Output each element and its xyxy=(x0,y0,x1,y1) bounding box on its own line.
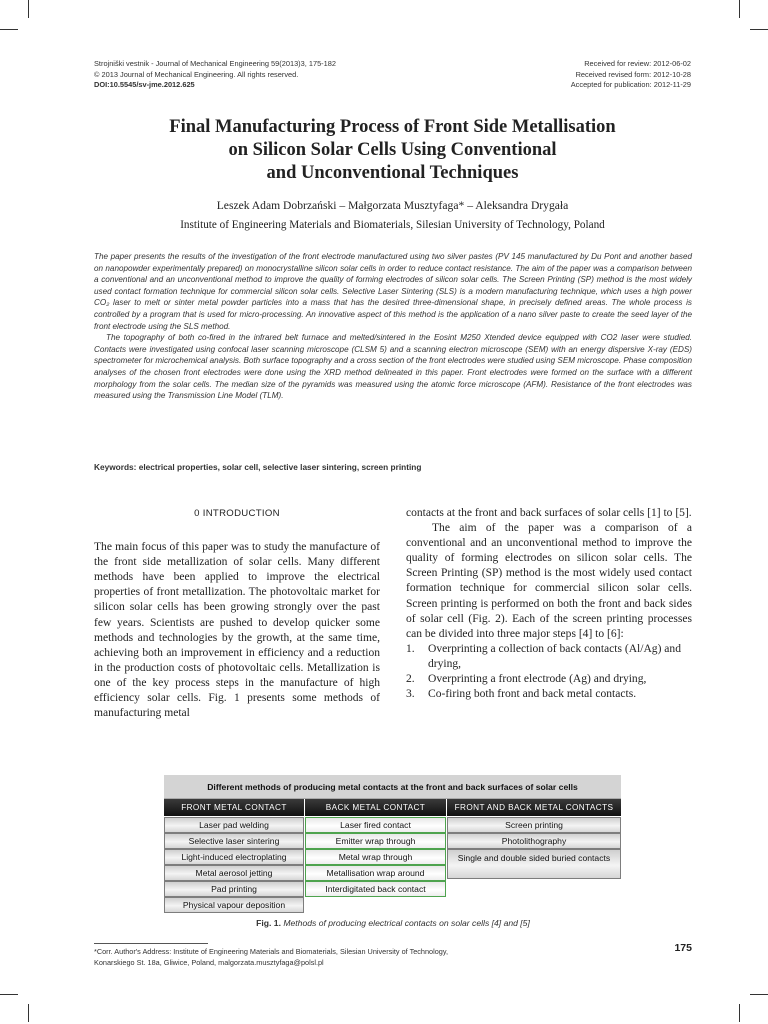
corresponding-author-footnote xyxy=(94,946,514,969)
doi: DOI:10.5545/sv-jme.2012.625 xyxy=(94,80,195,89)
page-number: 175 xyxy=(674,942,692,954)
journal-header xyxy=(94,59,336,91)
crop-mark xyxy=(739,0,740,18)
affiliation: Institute of Engineering Materials and Biomaterials, Silesian University of Technology, Poland xyxy=(180,219,605,231)
accepted-date: Accepted for publication: 2012-11-29 xyxy=(570,80,691,89)
front-method-cell: Selective laser sintering xyxy=(164,833,304,849)
body-paragraph: The main focus of this paper was to study the manufacture of the front side metallization of solar cells. Many different methods have been applied to improve the electrical properties of front metallization. The photovoltaic market for silicon solar cells has been growing strongly over the past few years. Scientists are pushed to develop quicker some methods and technologies by the growth, at the same time, achieving both an improvement in efficiency and a reduction in the production costs of photovoltaic cells. Metallization is one of the key process steps in the manufacture of high efficiency solar cells. Fig. 1 presents some methods of manufacturing metal xyxy=(94,541,380,720)
back-method-cell: Emitter wrap through xyxy=(305,833,446,849)
footnote-rule xyxy=(94,943,208,944)
both-method-cell: Screen printing xyxy=(447,817,621,833)
list-number: 3. xyxy=(406,688,415,701)
figure-title: Different methods of producing metal contacts at the front and back surfaces of solar cells xyxy=(164,775,621,799)
abstract xyxy=(94,251,692,402)
steps-list xyxy=(406,642,692,702)
left-column xyxy=(94,506,380,721)
front-method-cell: Pad printing xyxy=(164,881,304,897)
body-paragraph: The aim of the paper was a comparison of a conventional and an unconventional method to improve the quality of forming electrodes on silicon solar cells. The Screen Printing (SP) method is the most widely used contact formation technique for commercial silicon solar cells. Screen printing is performed on both the front and back sides of solar cell (Fig. 2). Each of the screen printing processes can be divided into three major steps [4] to [6]: xyxy=(406,522,692,640)
figure-1-diagram xyxy=(164,775,621,914)
paper-title xyxy=(94,116,691,185)
abstract-paragraph: The topography of both co-fired in the infrared belt furnace and melted/sintered in the Eosint M250 Xtended device equipped with CO2 laser were studied. Contacts were investigated using confocal laser scanning microscope (CLSM 5) and a scanning electron microscope (SEM) with an energy dispersive X-ray (EDS) spectrometer for microchemical analysis. Both surface topography and a cross section of the front electrodes were studied using SEM microscope. Phase composition analyses of the chosen front electrodes were done using the XRD method delineated in this paper. Front electrodes were formed on the surface with a different morphology from the solar cells. The median size of the pyramids was measured using the atomic force microscope (AFM). Resistance of the front electrodes was measured using the Transmission Line Model (TLM). xyxy=(94,333,692,401)
crop-mark xyxy=(28,0,29,18)
front-method-cell: Physical vapour deposition xyxy=(164,897,304,913)
back-method-cell: Metallisation wrap around xyxy=(305,865,446,881)
list-number: 1. xyxy=(406,642,415,655)
crop-mark xyxy=(28,1004,29,1022)
crop-mark xyxy=(739,1004,740,1022)
figure-caption xyxy=(94,918,692,928)
front-contact-header: FRONT METAL CONTACT xyxy=(164,799,304,816)
received-review: Received for review: 2012-06-02 xyxy=(584,59,691,68)
dates-header xyxy=(571,59,691,91)
caption-text: Methods of producing electrical contacts on solar cells [4] and [5] xyxy=(283,918,530,928)
crop-mark xyxy=(0,994,18,995)
copyright-line: © 2013 Journal of Mechanical Engineering. All rights reserved. xyxy=(94,69,299,79)
body-paragraph: contacts at the front and back surfaces of solar cells [1] to [5]. xyxy=(406,507,692,519)
both-contacts-header: FRONT AND BACK METAL CONTACTS xyxy=(447,799,621,816)
back-contact-header: BACK METAL CONTACT xyxy=(305,799,446,816)
list-item xyxy=(406,672,692,687)
front-method-cell: Metal aerosol jetting xyxy=(164,865,304,881)
title-line: on Silicon Solar Cells Using Conventional xyxy=(228,140,557,160)
list-text: Overprinting a front electrode (Ag) and drying, xyxy=(428,673,647,686)
crop-mark xyxy=(750,994,768,995)
both-method-cell: Single and double sided buried contacts xyxy=(447,849,621,879)
front-method-cell: Light-induced electroplating xyxy=(164,849,304,865)
right-column xyxy=(406,506,692,702)
back-method-cell: Metal wrap through xyxy=(305,849,446,865)
back-method-cell: Laser fired contact xyxy=(305,817,446,833)
list-item xyxy=(406,642,692,672)
title-line: and Unconventional Techniques xyxy=(266,163,519,183)
footnote-line: *Corr. Author's Address: Institute of Engineering Materials and Biomaterials, Silesian University of Technology, xyxy=(94,947,448,956)
title-line: Final Manufacturing Process of Front Side Metallisation xyxy=(169,117,616,137)
footnote-line: Konarskiego St. 18a, Gliwice, Poland, malgorzata.musztyfaga@polsl.pl xyxy=(94,958,324,968)
back-method-cell: Interdigitated back contact xyxy=(305,881,446,897)
journal-line: Strojniški vestnik - Journal of Mechanical Engineering 59(2013)3, 175-182 xyxy=(94,59,336,68)
list-number: 2. xyxy=(406,673,415,686)
keywords: Keywords: electrical properties, solar cell, selective laser sintering, screen printing xyxy=(94,462,422,472)
crop-mark xyxy=(0,29,18,30)
list-text: Overprinting a collection of back contacts (Al/Ag) and drying, xyxy=(428,642,681,670)
crop-mark xyxy=(750,29,768,30)
authors: Leszek Adam Dobrzański – Małgorzata Musztyfaga* – Aleksandra Drygała xyxy=(216,199,569,212)
list-text: Co-firing both front and back metal contacts. xyxy=(428,688,637,701)
front-method-cell: Laser pad welding xyxy=(164,817,304,833)
list-item xyxy=(406,687,692,702)
both-method-cell: Photolithography xyxy=(447,833,621,849)
section-heading: 0 INTRODUCTION xyxy=(194,508,280,519)
figure-number: Fig. 1. xyxy=(256,918,281,928)
abstract-paragraph: The paper presents the results of the investigation of the front electrode manufactured using two silver pastes (PV 145 manufactured by Du Pont and another based on nanopowder experimentally prepared) on monocrystalline silicon solar cells in order to reduce contact resistance. The aim of the paper was a comparison between a conventional and an unconventional method to improve the quality of forming electrodes of silicon solar cells. The Screen Printing (SP) method is the most widely used contact formation technique for commercial silicon solar cells. Selective Laser Sintering (SLS) is a modern manufacturing technique, which uses a high power CO₂ laser to melt or sinter metal powder particles into a mass that has the desired three-dimensional shape, in precisely defined areas. The whole process is controlled by a program that is used for micro-processing. An innovative aspect of this method is the application of a nano silver paste to create the seed layer of the front electrode using the SLS method. xyxy=(94,252,692,331)
received-revised: Received revised form: 2012-10-28 xyxy=(575,69,691,79)
